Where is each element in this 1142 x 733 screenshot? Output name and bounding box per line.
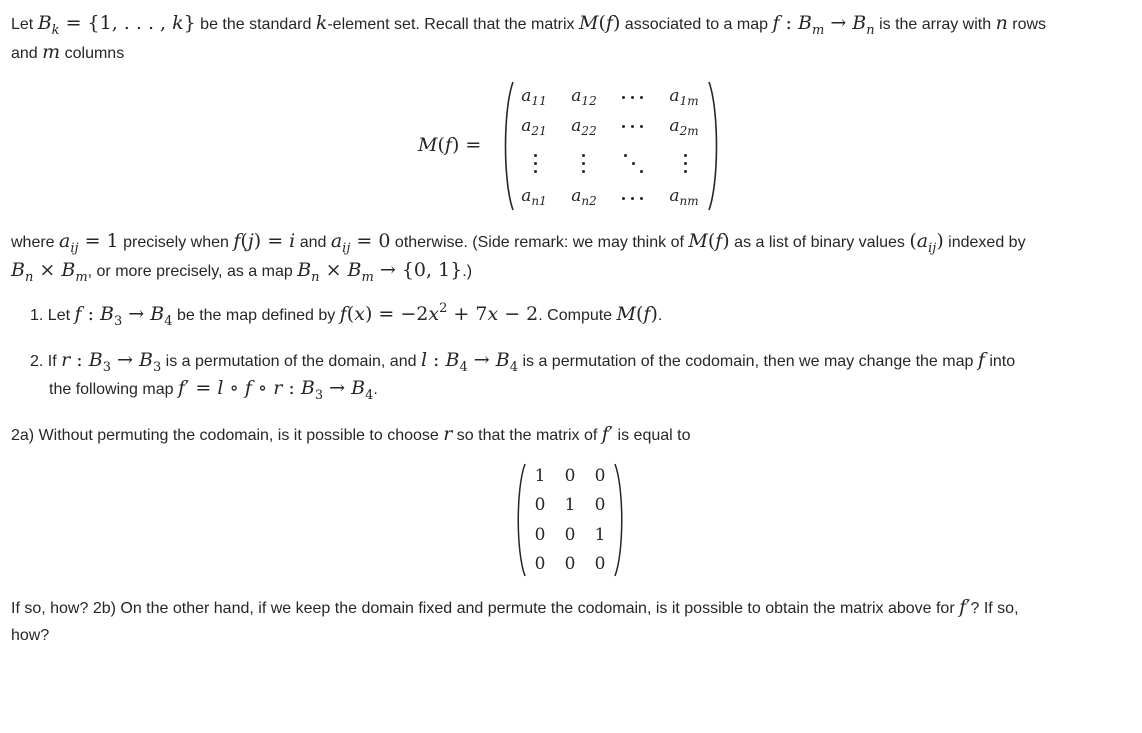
cell-anm: $a_{nm}$ <box>669 186 699 208</box>
math-l-b4-b4: l : $B_4 \to B_4$ <box>420 349 518 375</box>
math-fx-def: $f(x) = -2x^2 + 7x - 2$ <box>339 301 539 325</box>
math-map-01: $B_n \times B_m \to \{0$, 1} <box>297 259 463 285</box>
math-aij-seq: $(a_{ij})$ <box>909 230 944 256</box>
math-r: r <box>443 423 453 445</box>
cell: 0 <box>594 554 606 574</box>
cell-a1m: $a_{1m}$ <box>669 86 699 108</box>
vdots-col-2 <box>582 154 586 174</box>
text: columns <box>60 45 125 62</box>
math-fprime: f′ <box>601 423 614 445</box>
math-n: n <box>995 12 1008 34</box>
cell-a12: $a_{12}$ <box>571 86 597 108</box>
text: where <box>11 234 60 251</box>
text: If so, how? 2b) On the other hand, if we keep the domain fixed and permute the codomain, is it possible to obtain the matrix above for <box>11 600 960 617</box>
math-aij-1: $a_{ij} = 1$ <box>59 230 119 256</box>
cell-a11: $a_{11}$ <box>521 86 547 108</box>
cell: 0 <box>534 554 546 574</box>
cell: 1 <box>594 525 606 545</box>
text: .) <box>462 263 473 280</box>
math-bk-set: $B_k = \{1$, . . . , k} <box>37 12 196 38</box>
text: . <box>657 307 663 324</box>
text: If <box>47 353 62 370</box>
text: is a permutation of the domain, and <box>161 353 421 370</box>
cell: 0 <box>534 525 546 545</box>
text: into <box>984 353 1016 370</box>
hdots-row-1 <box>620 96 646 100</box>
cell: 0 <box>594 466 606 486</box>
cell-a22: $a_{22}$ <box>571 116 597 138</box>
intro-line-2 <box>11 41 124 65</box>
vdots-col-4 <box>684 154 688 174</box>
question-2b-line-1 <box>11 596 1019 620</box>
text: associated to a map <box>620 16 773 33</box>
text: ? If so, <box>970 600 1019 617</box>
cell-an2: $a_{n2}$ <box>571 186 597 208</box>
math-r-b3-b3: r : $B_3 \to B_3$ <box>61 349 162 375</box>
hdots-row-4 <box>620 197 646 201</box>
right-paren-icon <box>612 462 626 578</box>
cell-an1: $a_{n1}$ <box>521 186 547 208</box>
hdots-row-2 <box>620 125 646 129</box>
cell: 0 <box>564 525 576 545</box>
cell: 0 <box>564 554 576 574</box>
question-2a <box>11 423 691 447</box>
text: Let <box>47 307 75 324</box>
text: 2a) Without permuting the codomain, is it possible to choose <box>11 427 444 444</box>
cell: 0 <box>594 495 606 515</box>
text: rows <box>1007 16 1047 33</box>
text: is the array with <box>874 16 996 33</box>
math-fprime-comp: f′ = l ∘ f ∘ r : $B_3 \to B_4$ <box>177 377 374 403</box>
target-matrix <box>514 462 626 578</box>
left-paren-icon <box>500 80 516 212</box>
math-m: m <box>42 41 61 63</box>
text: and <box>11 45 43 62</box>
where-line-2 <box>11 259 472 284</box>
math-fprime-2: f′ <box>959 596 971 618</box>
where-line-1 <box>11 230 1026 255</box>
math-bn-x-bm: $B_n \times B_m$ <box>11 259 88 285</box>
text: Let <box>11 16 38 33</box>
math-mf-2: M(f) <box>688 230 730 252</box>
question-2b-line-2 <box>11 625 49 647</box>
intro-line-1 <box>11 12 1046 37</box>
text: . <box>373 381 378 398</box>
ddots <box>624 154 646 174</box>
item-1 <box>30 303 662 328</box>
math-k: k <box>315 12 328 34</box>
math-map-f: f : $B_m \to B_n$ <box>772 12 875 38</box>
text: precisely when <box>118 234 234 251</box>
text: indexed by <box>943 234 1026 251</box>
item-number: 2. <box>30 353 44 370</box>
cell-a2m: $a_{2m}$ <box>669 116 699 138</box>
vdots-col-1 <box>534 154 538 174</box>
cell: 0 <box>564 466 576 486</box>
text: . Compute <box>538 307 617 324</box>
text: otherwise. (Side remark: we may think of <box>390 234 689 251</box>
text: as a list of binary values <box>729 234 910 251</box>
math-f: f <box>977 349 985 371</box>
item-number: 1. <box>30 307 44 324</box>
text: -element set. Recall that the matrix <box>327 16 579 33</box>
text: is equal to <box>613 427 691 444</box>
cell-a21: $a_{21}$ <box>521 116 547 138</box>
right-paren-icon <box>706 80 722 212</box>
text: the following map <box>49 381 178 398</box>
text: how? <box>11 627 50 644</box>
math-mf: M(f) <box>579 12 621 34</box>
math-aij-0: $a_{ij} = 0$ <box>330 230 391 256</box>
cell: 1 <box>564 495 576 515</box>
text: be the standard <box>195 16 316 33</box>
left-paren-icon <box>514 462 528 578</box>
text: is a permutation of the codomain, then we may change the map <box>518 353 978 370</box>
cell: 1 <box>534 466 546 486</box>
item-2-line-1 <box>30 349 1015 374</box>
general-matrix <box>500 80 722 212</box>
item-2-line-2 <box>49 377 378 402</box>
cell: 0 <box>534 495 546 515</box>
math-fj-i: f(j) = i <box>233 230 296 252</box>
math-f-b3-b4: f : $B_3 \to B_4$ <box>74 303 173 329</box>
matrix-label: M(f) = <box>418 134 482 156</box>
text: so that the matrix of <box>452 427 602 444</box>
text: and <box>295 234 331 251</box>
text: be the map defined by <box>172 307 340 324</box>
math-mf-3: M(f) <box>616 303 658 325</box>
text: , or more precisely, as a map <box>87 263 298 280</box>
